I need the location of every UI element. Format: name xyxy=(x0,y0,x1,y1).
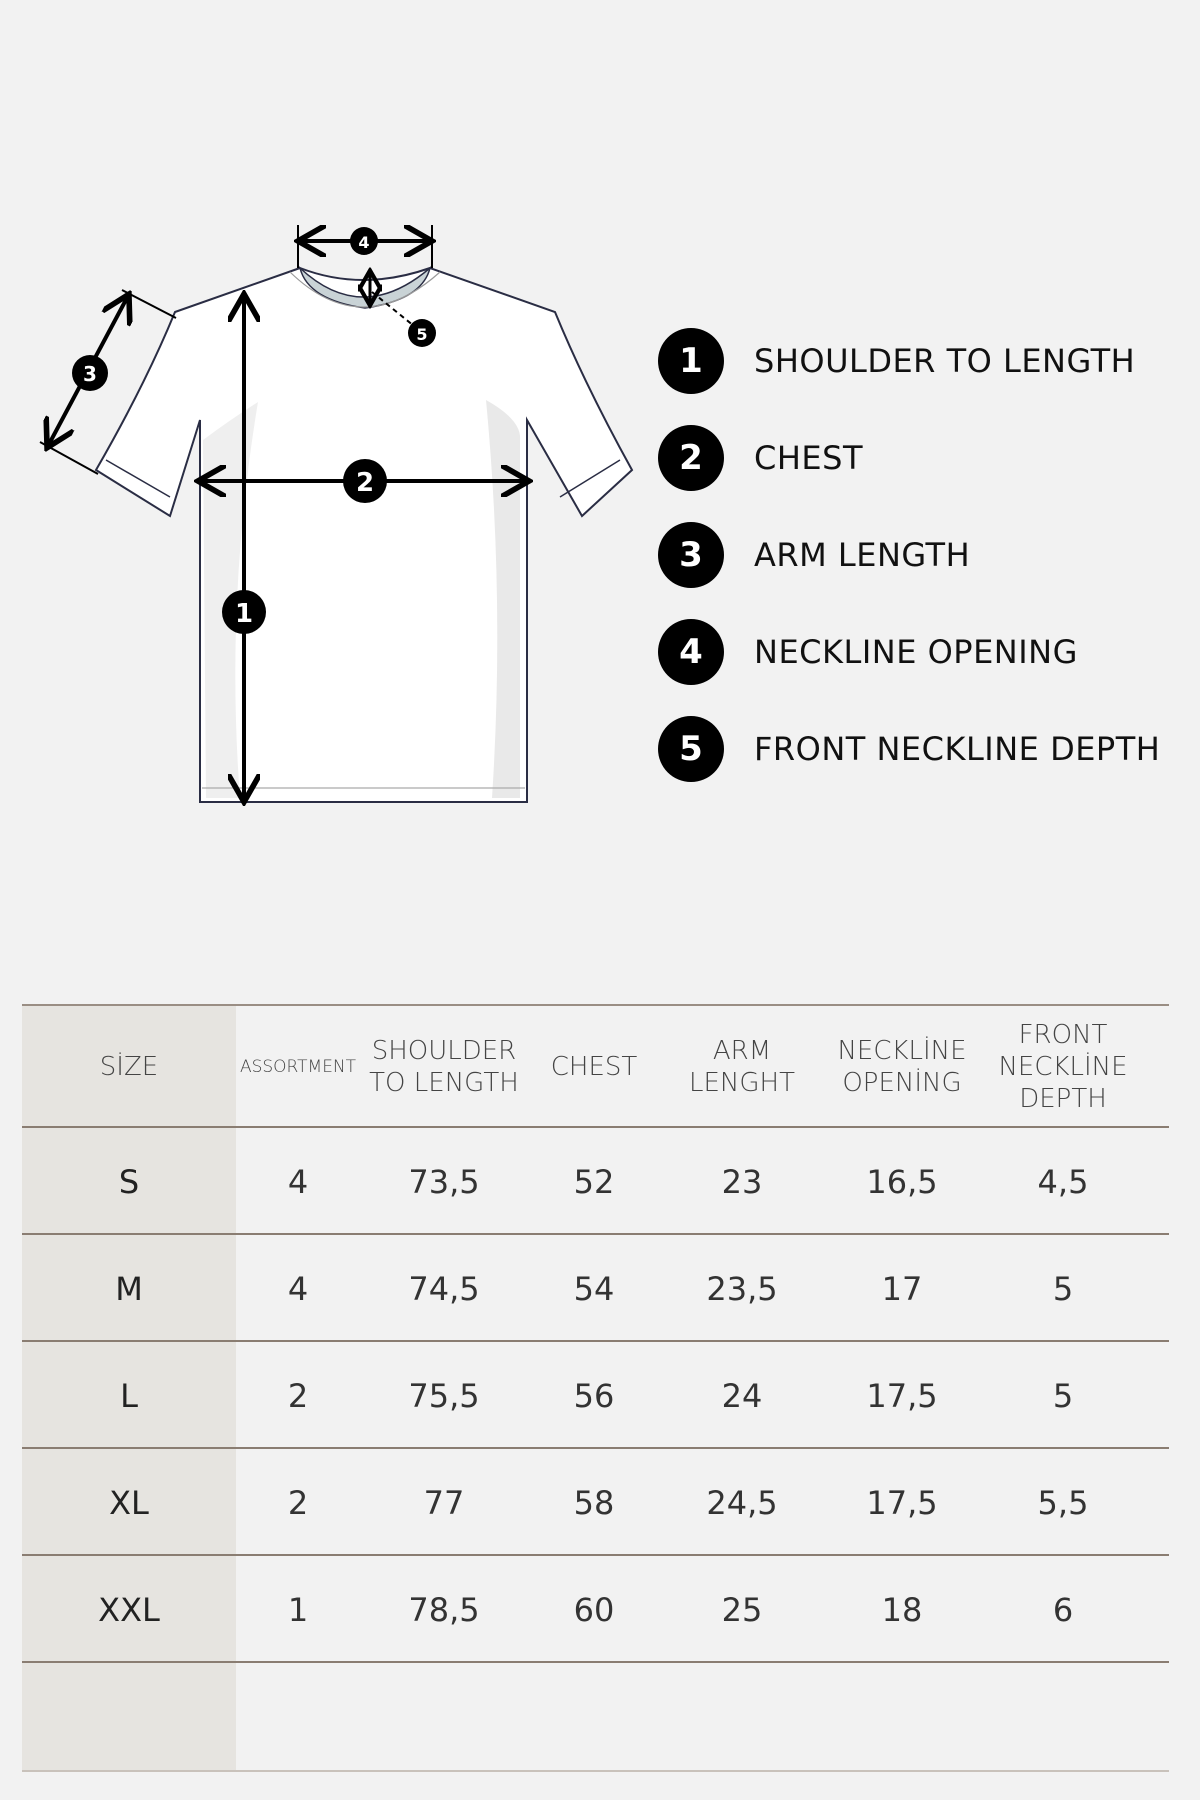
tshirt-diagram xyxy=(0,0,660,820)
cell-chest: 58 xyxy=(573,1483,615,1522)
table-row xyxy=(22,1126,1169,1235)
cell-assortment: 2 xyxy=(287,1483,309,1522)
legend-label: SHOULDER TO LENGTH xyxy=(754,342,1136,380)
table-row xyxy=(22,1340,1169,1449)
tshirt-outline xyxy=(96,268,632,802)
cell-shoulder: 75,5 xyxy=(408,1376,480,1415)
marker-5 xyxy=(408,319,436,347)
svg-text:3: 3 xyxy=(83,362,97,386)
cell-front-depth: 5 xyxy=(1052,1269,1074,1308)
cell-front-depth: 6 xyxy=(1052,1590,1074,1629)
table-empty-row xyxy=(22,1661,1169,1772)
legend-label: ARM LENGTH xyxy=(754,536,971,574)
table-bottom-border xyxy=(22,1770,1169,1772)
svg-text:4: 4 xyxy=(358,233,370,252)
cell-assortment: 4 xyxy=(287,1162,309,1201)
legend-item xyxy=(658,328,1178,394)
header-neckline-opening: NECKLİNE OPENİNG xyxy=(837,1036,967,1098)
cell-arm: 23,5 xyxy=(706,1269,778,1308)
table-row xyxy=(22,1554,1169,1663)
legend-item xyxy=(658,522,1178,588)
cell-shoulder: 73,5 xyxy=(408,1162,480,1201)
header-assortment: ASSORTMENT xyxy=(239,1057,357,1077)
cell-assortment: 1 xyxy=(287,1590,309,1629)
legend-number-badge: 3 xyxy=(658,522,724,588)
cell-neckline: 16,5 xyxy=(866,1162,938,1201)
cell-size: XL xyxy=(109,1483,149,1522)
marker-1 xyxy=(222,590,266,634)
table-row xyxy=(22,1447,1169,1556)
legend-label: NECKLINE OPENING xyxy=(754,633,1078,671)
marker-3 xyxy=(72,355,108,391)
cell-chest: 52 xyxy=(573,1162,615,1201)
legend-item xyxy=(658,425,1178,491)
cell-neckline: 18 xyxy=(881,1590,923,1629)
header-arm-length: ARM LENGHT xyxy=(689,1036,795,1098)
cell-neckline: 17,5 xyxy=(866,1376,938,1415)
cell-shoulder: 77 xyxy=(423,1483,465,1522)
cell-assortment: 2 xyxy=(287,1376,309,1415)
cell-chest: 56 xyxy=(573,1376,615,1415)
cell-front-depth: 4,5 xyxy=(1037,1162,1089,1201)
legend-number-badge: 5 xyxy=(658,716,724,782)
cell-shoulder: 78,5 xyxy=(408,1590,480,1629)
cell-size: L xyxy=(120,1376,138,1415)
table-row xyxy=(22,1233,1169,1342)
cell-front-depth: 5,5 xyxy=(1037,1483,1089,1522)
header-front-neckline-depth: FRONT NECKLİNE DEPTH xyxy=(998,1020,1128,1114)
svg-text:1: 1 xyxy=(234,599,254,629)
legend-number-badge: 1 xyxy=(658,328,724,394)
legend-item xyxy=(658,619,1178,685)
cell-size: XXL xyxy=(98,1590,160,1629)
marker-4 xyxy=(350,227,378,255)
cell-neckline: 17,5 xyxy=(866,1483,938,1522)
header-size: SİZE xyxy=(99,1052,159,1082)
cell-arm: 24,5 xyxy=(706,1483,778,1522)
cell-size: M xyxy=(115,1269,143,1308)
svg-text:2: 2 xyxy=(355,468,375,498)
svg-text:5: 5 xyxy=(416,325,428,344)
cell-front-depth: 5 xyxy=(1052,1376,1074,1415)
table-header-row xyxy=(22,1004,1169,1128)
cell-arm: 25 xyxy=(721,1590,763,1629)
cell-neckline: 17 xyxy=(881,1269,923,1308)
cell-shoulder: 74,5 xyxy=(408,1269,480,1308)
cell-chest: 54 xyxy=(573,1269,615,1308)
legend-number-badge: 4 xyxy=(658,619,724,685)
legend-number-badge: 2 xyxy=(658,425,724,491)
cell-assortment: 4 xyxy=(287,1269,309,1308)
legend-item xyxy=(658,716,1178,782)
legend-label: FRONT NECKLINE DEPTH xyxy=(754,730,1161,768)
header-shoulder-to-length: SHOULDER TO LENGTH xyxy=(369,1036,519,1098)
cell-arm: 23 xyxy=(721,1162,763,1201)
marker-2 xyxy=(343,459,387,503)
cell-chest: 60 xyxy=(573,1590,615,1629)
cell-arm: 24 xyxy=(721,1376,763,1415)
header-chest: CHEST xyxy=(550,1052,638,1082)
cell-size: S xyxy=(118,1162,140,1201)
legend-label: CHEST xyxy=(754,439,863,477)
